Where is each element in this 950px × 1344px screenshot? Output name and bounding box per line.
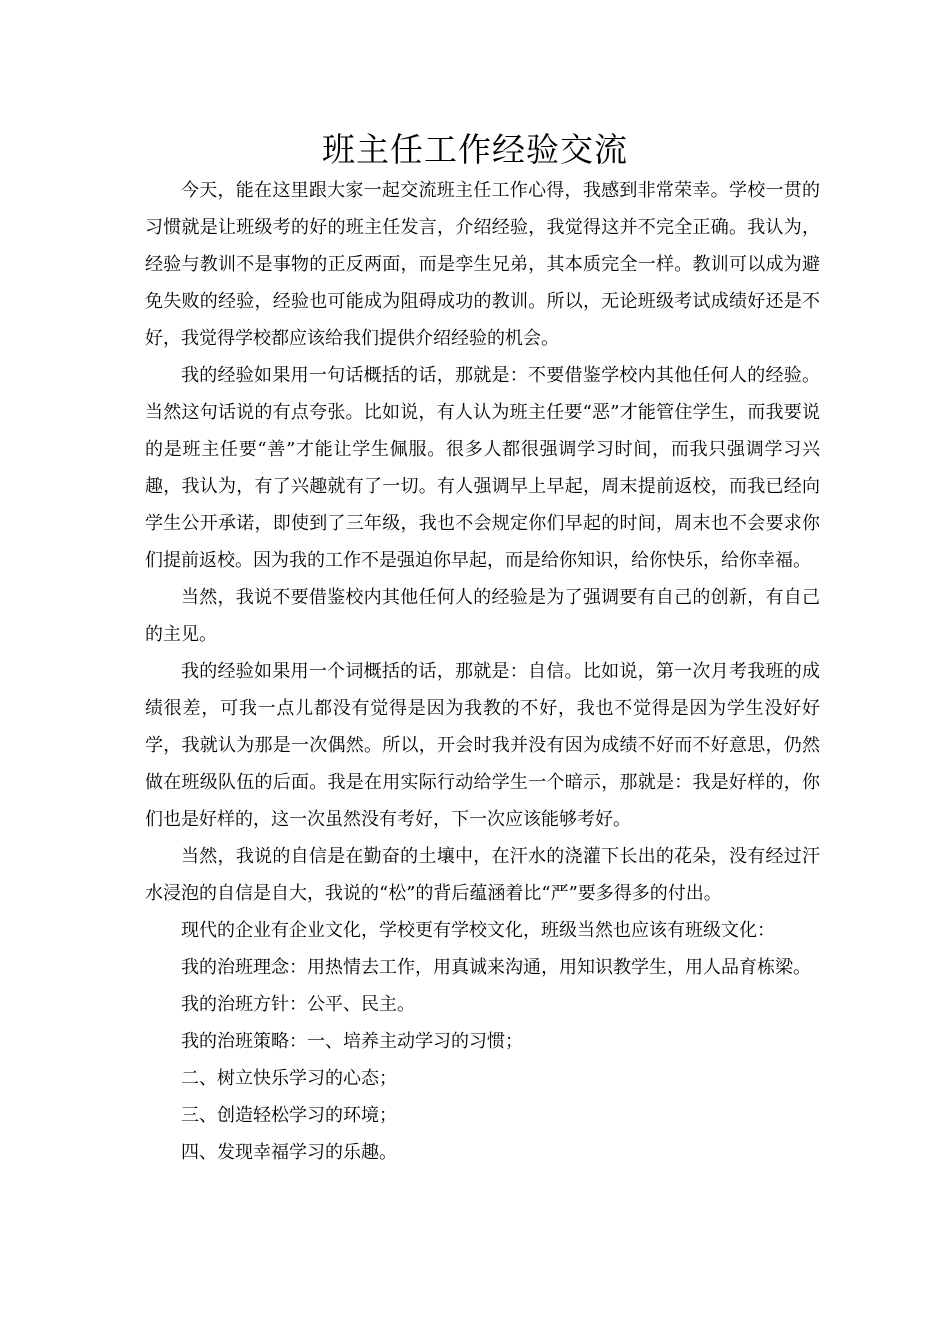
paragraph-strategy: 我的治班策略：一、培养主动学习的习惯；: [181, 1031, 523, 1052]
strategy-item-4: 四、发现幸福学习的乐趣。: [181, 1142, 397, 1163]
paragraph-diligence: 当然，我说的自信是在勤奋的土壤中，在汗水的浇灌下长出的花朵，没有经过汗水浸泡的自信是自大，我说的“松”的背后蕴涵着比“严”要多得多的付出。: [145, 846, 820, 904]
paragraph-experience-sentence: 我的经验如果用一句话概括的话，那就是：不要借鉴学校内其他任何人的经验。当然这句话说的有点夸张。比如说，有人认为班主任要“恶”才能管住学生，而我要说的是班主任要“善”才能让学生佩服。很多人都很强调学习时间，而我只强调学习兴趣，我认为，有了兴趣就有了一切。有人强调早上早起，周末提前返校，而我已经向学生公开承诺，即使到了三年级，我也不会规定你们早起的时间，周末也不会要求你们提前返校。因为我的工作不是强迫你早起，而是给你知识，给你快乐，给你幸福。: [145, 365, 820, 571]
paragraph-philosophy: 我的治班理念：用热情去工作，用真诚来沟通，用知识教学生，用人品育栋梁。: [181, 957, 811, 978]
document-title: 班主任工作经验交流: [322, 130, 628, 169]
paragraph-confidence: 我的经验如果用一个词概括的话，那就是：自信。比如说，第一次月考我班的成绩很差，可我一点儿都没有觉得是因为我教的不好，我也不觉得是因为学生没好好学，我就认为那是一次偶然。所以，开会时我并没有因为成绩不好而不好意思，仍然做在班级队伍的后面。我是在用实际行动给学生一个暗示，那就是：我是好样的，你们也是好样的，这一次虽然没有考好，下一次应该能够考好。: [145, 661, 820, 830]
paragraph-policy: 我的治班方针：公平、民主。: [181, 994, 415, 1015]
paragraph-class-culture: 现代的企业有企业文化，学校更有学校文化，班级当然也应该有班级文化：: [181, 920, 775, 941]
strategy-item-3: 三、创造轻松学习的环境；: [181, 1105, 397, 1126]
paragraph-innovation: 当然，我说不要借鉴校内其他任何人的经验是为了强调要有自己的创新，有自己的主见。: [145, 587, 820, 645]
strategy-item-2: 二、树立快乐学习的心态；: [181, 1068, 397, 1089]
paragraph-intro: 今天，能在这里跟大家一起交流班主任工作心得，我感到非常荣幸。学校一贯的习惯就是让班级考的好的班主任发言，介绍经验，我觉得这并不完全正确。我认为，经验与教训不是事物的正反两面，而是孪生兄弟，其本质完全一样。教训可以成为避免失败的经验，经验也可能成为阻碍成功的教训。所以，无论班级考试成绩好还是不好，我觉得学校都应该给我们提供介绍经验的机会。: [145, 180, 820, 349]
document-body: [145, 172, 820, 1171]
